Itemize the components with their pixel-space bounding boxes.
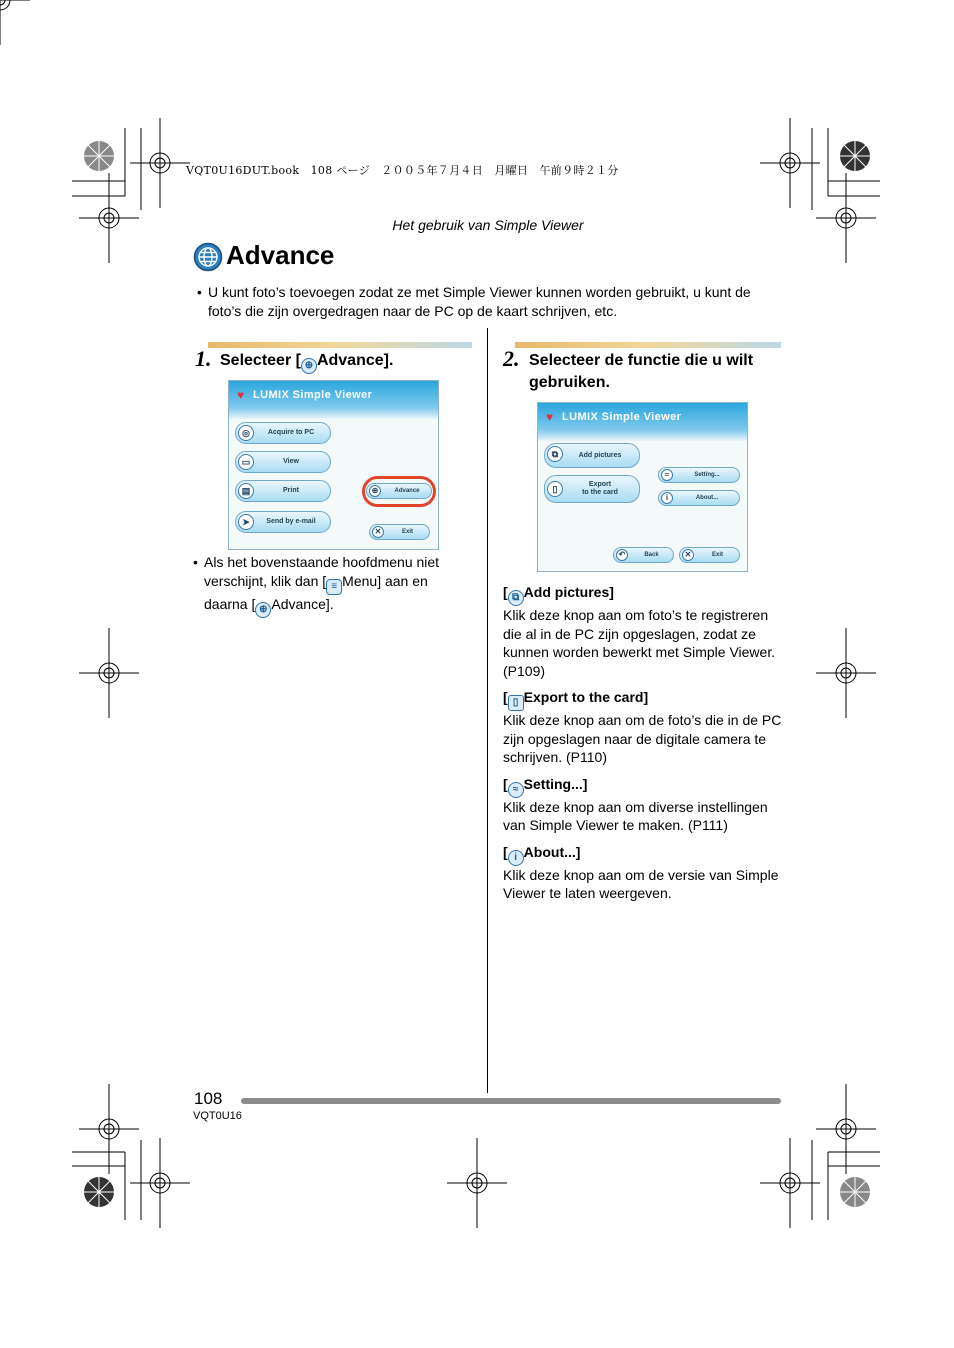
menu-icon: ≡ [326,579,342,595]
back-arrow-icon: ↶ [616,549,628,561]
monitor-icon: ▭ [238,454,254,470]
book-info: VQT0U16DUT.book 108 ページ ２００５年７月４日 月曜日 午前９時２１分 [186,164,619,177]
globe-icon [193,242,223,272]
add-pictures-desc-icon: ⧉ [508,590,524,606]
intro-bullet: • [197,284,202,300]
exit-button[interactable]: ✕ Exit [369,524,430,540]
send-email-button[interactable]: ➤ Send by e-mail [235,511,331,533]
acquire-button[interactable]: ◎ Acquire to PC [235,422,331,444]
lumix-logo-2: LUMIX Simple Viewer [562,411,682,423]
heart-icon: ♥ [237,388,245,402]
close-icon: ✕ [372,526,384,538]
lumix-logo: LUMIX Simple Viewer [253,389,373,401]
sd-card-icon: ▯ [547,481,563,497]
desc-about: [ i About...] Klik deze knop aan om de versie van Simple Viewer te laten weergeven. [503,843,785,903]
step1-heading: Selecteer [ ⊕ Advance]. [220,350,393,374]
step2-number: 2. [503,346,520,371]
paper-plane-icon: ➤ [238,514,254,530]
window-header [229,381,438,419]
desc-about-text: Klik deze knop aan om de versie van Simple Viewer te laten weergeven. [503,866,779,901]
back-button[interactable]: ↶ Back [613,547,674,563]
view-button[interactable]: ▭ View [235,451,331,473]
heart-icon-2: ♥ [546,410,554,424]
camera-icon: ◎ [238,425,254,441]
export-card-button[interactable]: ▯ Export to the card [544,475,640,503]
main-menu-window [228,380,439,550]
add-pictures-button[interactable]: ⧉ Add pictures [544,443,640,468]
footer-bar [241,1098,781,1104]
desc-add-pictures-text: Klik deze knop aan om foto’s te registreren die al in de PC zijn opgeslagen, zodat ze kunnen worden bewerkt met Simple Viewer. (P109) [503,607,776,679]
about-button[interactable]: i About... [658,490,740,506]
intro-paragraph [197,283,787,321]
setting-icon: ≈ [661,469,673,481]
info-desc-icon: i [508,850,524,866]
column-divider [487,328,488,1093]
model-code: VQT0U16 [193,1110,242,1122]
function-descriptions [503,583,785,911]
exit-button-2[interactable]: ✕ Exit [679,547,740,563]
page-number: 108 [194,1089,223,1108]
step1-number: 1. [195,346,212,371]
intro-text: U kunt foto’s toevoegen zodat ze met Simple Viewer kunnen worden gebruikt, u kunt de foto’s die zijn overgedragen naar de PC op de kaart schrijven, etc. [208,284,751,319]
advance-inline-icon: ⊕ [301,358,317,374]
step1-note: • Als het bovenstaande hoofdmenu niet verschijnt, klik dan [ ≡ Menu] aan en daarna [ ⊕ Advance]. [193,553,468,618]
desc-export-text: Klik deze knop aan om de foto’s die in de PC zijn opgeslagen naar de digitale camera te schrijven. (P110) [503,712,782,765]
step1-bar [208,342,472,348]
setting-button[interactable]: ≈ Setting... [658,467,740,483]
print-button[interactable]: ▤ Print [235,480,331,502]
desc-export: [ ▯ Export to the card] Klik deze knop aan om de foto’s die in de PC zijn opgeslagen naar de digitale camera te schrijven. (P110) [503,688,785,767]
globe-small-icon: ⊕ [369,485,381,497]
running-title: Het gebruik van Simple Viewer [392,217,584,233]
advance-window [537,402,748,572]
desc-setting-text: Klik deze knop aan om diverse instellingen van Simple Viewer te maken. (P111) [503,798,768,833]
add-pictures-icon: ⧉ [547,446,563,462]
window-header-2 [538,403,747,441]
close-icon-2: ✕ [682,549,694,561]
advance-inline-icon-2: ⊕ [255,602,271,618]
advance-button[interactable]: ⊕ Advance [366,483,432,499]
page-title: Advance [226,240,335,270]
info-icon: i [661,492,673,504]
printer-icon: ▤ [238,483,254,499]
setting-desc-icon: ≈ [508,782,524,798]
step2-heading: Selecteer de functie die u wilt gebruiken. [529,352,754,391]
export-card-desc-icon: ▯ [508,695,524,711]
desc-setting: [ ≈ Setting...] Klik deze knop aan om diverse instellingen van Simple Viewer te maken. (P111) [503,775,785,835]
step2-bar [515,342,781,348]
note-bullet: • [193,554,198,570]
desc-add-pictures: [ ⧉ Add pictures] Klik deze knop aan om foto’s te registreren die al in de PC zijn opgeslagen, zodat ze kunnen worden bewerkt met Simple Viewer. (P109) [503,583,785,680]
